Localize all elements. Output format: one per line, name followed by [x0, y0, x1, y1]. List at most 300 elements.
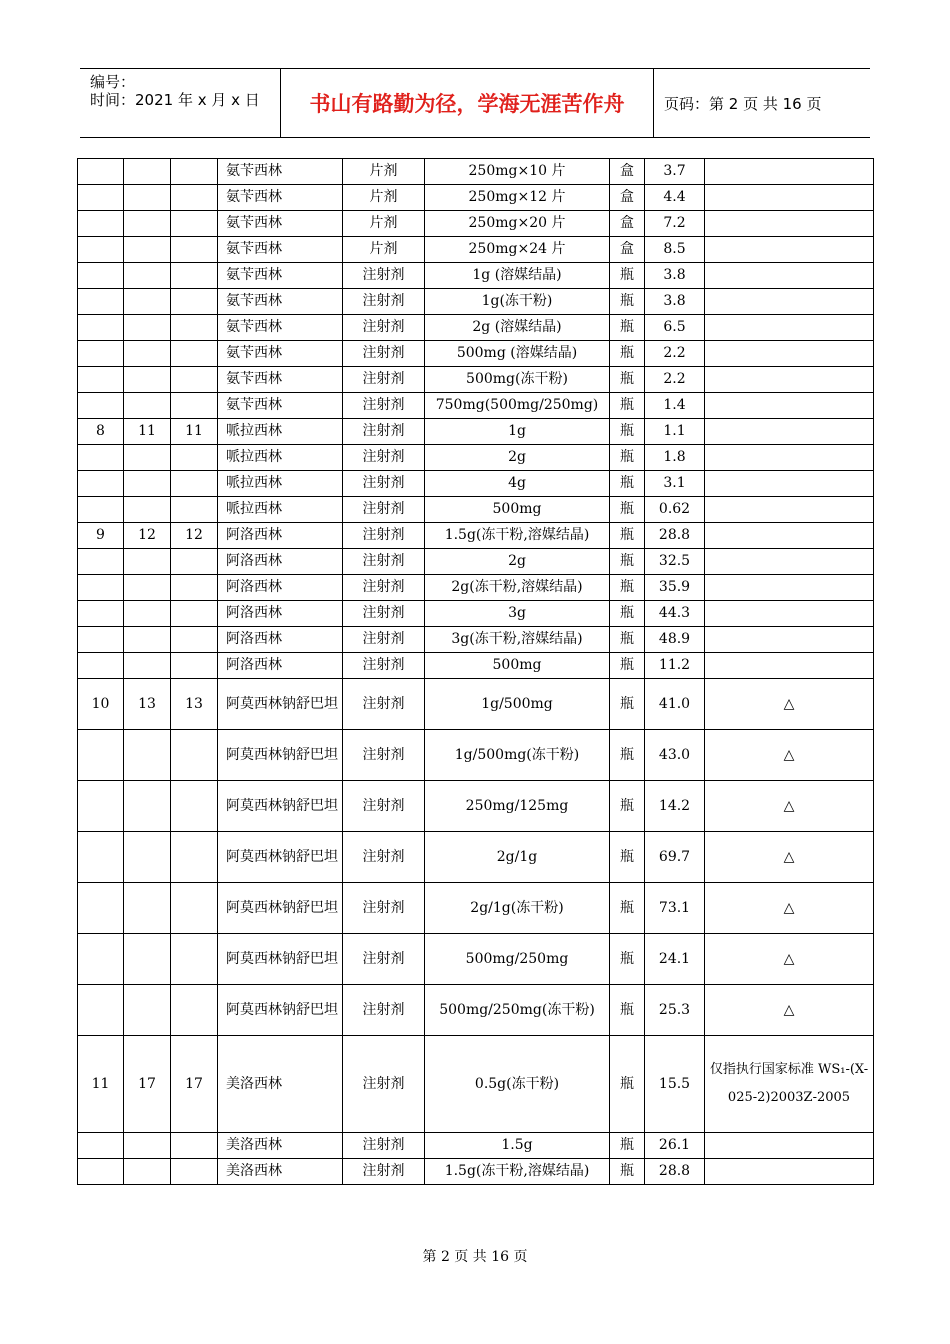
- drug-name-cell: 阿洛西林: [218, 523, 343, 549]
- code-a-cell: [124, 627, 171, 653]
- price-cell: 24.1: [645, 934, 705, 985]
- dosage-form-cell: 注射剂: [343, 419, 425, 445]
- code-b-cell: [171, 367, 218, 393]
- specification-cell: 750mg(500mg/250mg): [425, 393, 610, 419]
- drug-name-cell: 阿洛西林: [218, 601, 343, 627]
- drug-name-cell: 氨苄西林: [218, 393, 343, 419]
- specification-cell: 500mg: [425, 497, 610, 523]
- code-a-cell: [124, 211, 171, 237]
- remark-cell: △: [705, 934, 874, 985]
- row-number-cell: [78, 185, 124, 211]
- unit-cell: 瓶: [610, 419, 645, 445]
- unit-cell: 瓶: [610, 315, 645, 341]
- row-number-cell: 9: [78, 523, 124, 549]
- drug-name-cell: 氨苄西林: [218, 185, 343, 211]
- price-cell: 8.5: [645, 237, 705, 263]
- table-row: [78, 575, 874, 601]
- drug-name-cell: 氨苄西林: [218, 263, 343, 289]
- code-a-cell: [124, 315, 171, 341]
- specification-cell: 250mg/125mg: [425, 781, 610, 832]
- drug-name-cell: 阿洛西林: [218, 575, 343, 601]
- specification-cell: 1g: [425, 419, 610, 445]
- table-row: [78, 237, 874, 263]
- unit-cell: 瓶: [610, 367, 645, 393]
- code-a-cell: [124, 549, 171, 575]
- dosage-form-cell: 片剂: [343, 237, 425, 263]
- table-body: [78, 159, 874, 1185]
- drug-name-cell: 氨苄西林: [218, 211, 343, 237]
- table-row: [78, 730, 874, 781]
- specification-cell: 0.5g(冻干粉): [425, 1036, 610, 1133]
- price-cell: 35.9: [645, 575, 705, 601]
- unit-cell: 瓶: [610, 549, 645, 575]
- row-number-cell: [78, 730, 124, 781]
- table-row: [78, 263, 874, 289]
- row-number-cell: [78, 159, 124, 185]
- row-number-cell: [78, 289, 124, 315]
- price-cell: 25.3: [645, 985, 705, 1036]
- specification-cell: 2g: [425, 445, 610, 471]
- dosage-form-cell: 注射剂: [343, 985, 425, 1036]
- code-b-cell: [171, 263, 218, 289]
- dosage-form-cell: 注射剂: [343, 315, 425, 341]
- code-a-cell: [124, 832, 171, 883]
- unit-cell: 瓶: [610, 653, 645, 679]
- remark-cell: △: [705, 730, 874, 781]
- dosage-form-cell: 注射剂: [343, 263, 425, 289]
- code-b-cell: [171, 471, 218, 497]
- drug-name-cell: 美洛西林: [218, 1159, 343, 1185]
- drug-name-cell: 阿洛西林: [218, 627, 343, 653]
- drug-name-cell: 氨苄西林: [218, 341, 343, 367]
- drug-name-cell: 哌拉西林: [218, 497, 343, 523]
- dosage-form-cell: 注射剂: [343, 1036, 425, 1133]
- price-cell: 7.2: [645, 211, 705, 237]
- table-row: [78, 289, 874, 315]
- page-footer: 第 2 页 共 16 页: [422, 1249, 528, 1265]
- drug-name-cell: 氨苄西林: [218, 159, 343, 185]
- price-cell: 69.7: [645, 832, 705, 883]
- code-b-cell: [171, 832, 218, 883]
- code-a-cell: 11: [124, 419, 171, 445]
- unit-cell: 瓶: [610, 1133, 645, 1159]
- table-row: [78, 627, 874, 653]
- table-row: [78, 341, 874, 367]
- remark-cell: [705, 497, 874, 523]
- price-cell: 11.2: [645, 653, 705, 679]
- table-row: [78, 781, 874, 832]
- dosage-form-cell: 注射剂: [343, 832, 425, 883]
- code-b-cell: [171, 781, 218, 832]
- table-row: [78, 1036, 874, 1133]
- dosage-form-cell: 注射剂: [343, 523, 425, 549]
- price-cell: 43.0: [645, 730, 705, 781]
- drug-name-cell: 阿莫西林钠舒巴坦: [218, 883, 343, 934]
- remark-cell: [705, 575, 874, 601]
- code-a-cell: [124, 341, 171, 367]
- unit-cell: 瓶: [610, 445, 645, 471]
- row-number-cell: [78, 263, 124, 289]
- code-b-cell: [171, 393, 218, 419]
- remark-cell: △: [705, 985, 874, 1036]
- code-b-cell: [171, 627, 218, 653]
- table-row: [78, 549, 874, 575]
- remark-cell: [705, 445, 874, 471]
- page-label: 页码：第 2 页 共 16 页: [664, 94, 822, 113]
- row-number-cell: [78, 934, 124, 985]
- code-b-cell: 17: [171, 1036, 218, 1133]
- drug-name-cell: 阿莫西林钠舒巴坦: [218, 832, 343, 883]
- code-b-cell: [171, 159, 218, 185]
- specification-cell: 250mg×20 片: [425, 211, 610, 237]
- row-number-cell: [78, 985, 124, 1036]
- table-row: [78, 883, 874, 934]
- drug-name-cell: 氨苄西林: [218, 367, 343, 393]
- price-cell: 3.8: [645, 263, 705, 289]
- number-label: 编号：: [90, 73, 136, 91]
- price-cell: 3.1: [645, 471, 705, 497]
- table-row: [78, 601, 874, 627]
- remark-cell: [705, 1133, 874, 1159]
- code-a-cell: [124, 237, 171, 263]
- code-b-cell: [171, 730, 218, 781]
- table-row: [78, 985, 874, 1036]
- code-a-cell: [124, 263, 171, 289]
- price-cell: 48.9: [645, 627, 705, 653]
- row-number-cell: [78, 575, 124, 601]
- specification-cell: 2g/1g(冻干粉): [425, 883, 610, 934]
- remark-cell: [705, 263, 874, 289]
- table-row: [78, 934, 874, 985]
- code-a-cell: [124, 289, 171, 315]
- remark-cell: [705, 419, 874, 445]
- drug-name-cell: 阿莫西林钠舒巴坦: [218, 934, 343, 985]
- unit-cell: 瓶: [610, 497, 645, 523]
- table-row: [78, 1133, 874, 1159]
- row-number-cell: [78, 237, 124, 263]
- price-cell: 28.8: [645, 1159, 705, 1185]
- dosage-form-cell: 注射剂: [343, 934, 425, 985]
- remark-cell: [705, 393, 874, 419]
- unit-cell: 瓶: [610, 1036, 645, 1133]
- row-number-cell: [78, 601, 124, 627]
- row-number-cell: [78, 781, 124, 832]
- specification-cell: 250mg×24 片: [425, 237, 610, 263]
- price-cell: 2.2: [645, 341, 705, 367]
- code-b-cell: [171, 445, 218, 471]
- code-b-cell: 12: [171, 523, 218, 549]
- code-a-cell: [124, 730, 171, 781]
- code-b-cell: 11: [171, 419, 218, 445]
- remark-cell: [705, 523, 874, 549]
- remark-cell: △: [705, 832, 874, 883]
- specification-cell: 500mg (溶媒结晶): [425, 341, 610, 367]
- drug-name-cell: 哌拉西林: [218, 419, 343, 445]
- row-number-cell: 10: [78, 679, 124, 730]
- drug-name-cell: 阿莫西林钠舒巴坦: [218, 679, 343, 730]
- specification-cell: 1.5g(冻干粉,溶媒结晶): [425, 523, 610, 549]
- table-row: [78, 211, 874, 237]
- dosage-form-cell: 注射剂: [343, 341, 425, 367]
- code-b-cell: [171, 601, 218, 627]
- unit-cell: 瓶: [610, 263, 645, 289]
- code-a-cell: [124, 985, 171, 1036]
- unit-cell: 瓶: [610, 341, 645, 367]
- dosage-form-cell: 注射剂: [343, 289, 425, 315]
- table-row: [78, 497, 874, 523]
- drug-name-cell: 哌拉西林: [218, 445, 343, 471]
- drug-name-cell: 氨苄西林: [218, 289, 343, 315]
- specification-cell: 4g: [425, 471, 610, 497]
- unit-cell: 瓶: [610, 730, 645, 781]
- price-cell: 14.2: [645, 781, 705, 832]
- unit-cell: 瓶: [610, 934, 645, 985]
- unit-cell: 盒: [610, 237, 645, 263]
- table-row: [78, 393, 874, 419]
- price-cell: 26.1: [645, 1133, 705, 1159]
- specification-cell: 2g (溶媒结晶): [425, 315, 610, 341]
- unit-cell: 瓶: [610, 832, 645, 883]
- code-a-cell: [124, 393, 171, 419]
- table-row: [78, 159, 874, 185]
- dosage-form-cell: 注射剂: [343, 627, 425, 653]
- code-b-cell: [171, 883, 218, 934]
- specification-cell: 1.5g(冻干粉,溶媒结晶): [425, 1159, 610, 1185]
- price-cell: 1.8: [645, 445, 705, 471]
- remark-cell: [705, 185, 874, 211]
- price-cell: 3.7: [645, 159, 705, 185]
- table-row: [78, 1159, 874, 1185]
- dosage-form-cell: 注射剂: [343, 575, 425, 601]
- table-row: [78, 832, 874, 883]
- remark-cell: [705, 601, 874, 627]
- unit-cell: 瓶: [610, 985, 645, 1036]
- table-row: [78, 419, 874, 445]
- dosage-form-cell: 注射剂: [343, 549, 425, 575]
- unit-cell: 瓶: [610, 393, 645, 419]
- code-a-cell: [124, 185, 171, 211]
- dosage-form-cell: 片剂: [343, 185, 425, 211]
- specification-cell: 1g (溶媒结晶): [425, 263, 610, 289]
- price-cell: 3.8: [645, 289, 705, 315]
- page-header: [80, 68, 870, 138]
- row-number-cell: [78, 367, 124, 393]
- price-cell: 73.1: [645, 883, 705, 934]
- dosage-form-cell: 片剂: [343, 159, 425, 185]
- remark-cell: [705, 341, 874, 367]
- code-a-cell: 13: [124, 679, 171, 730]
- unit-cell: 盒: [610, 211, 645, 237]
- dosage-form-cell: 注射剂: [343, 781, 425, 832]
- unit-cell: 瓶: [610, 523, 645, 549]
- code-a-cell: [124, 575, 171, 601]
- remark-cell: 仅指执行国家标准 WS₁-(X-025-2)2003Z-2005: [705, 1036, 874, 1133]
- row-number-cell: [78, 883, 124, 934]
- code-b-cell: [171, 237, 218, 263]
- code-b-cell: [171, 575, 218, 601]
- specification-cell: 2g/1g: [425, 832, 610, 883]
- code-a-cell: [124, 1133, 171, 1159]
- remark-cell: [705, 159, 874, 185]
- row-number-cell: [78, 211, 124, 237]
- dosage-form-cell: 注射剂: [343, 883, 425, 934]
- specification-cell: 500mg(冻干粉): [425, 367, 610, 393]
- row-number-cell: 11: [78, 1036, 124, 1133]
- remark-cell: [705, 367, 874, 393]
- specification-cell: 500mg/250mg(冻干粉): [425, 985, 610, 1036]
- row-number-cell: [78, 1133, 124, 1159]
- drug-name-cell: 阿洛西林: [218, 549, 343, 575]
- row-number-cell: 8: [78, 419, 124, 445]
- code-b-cell: [171, 315, 218, 341]
- remark-cell: [705, 237, 874, 263]
- unit-cell: 瓶: [610, 781, 645, 832]
- row-number-cell: [78, 627, 124, 653]
- unit-cell: 瓶: [610, 883, 645, 934]
- code-b-cell: [171, 211, 218, 237]
- table-row: [78, 367, 874, 393]
- time-label: 时间：2021 年 x 月 x 日: [90, 91, 260, 109]
- row-number-cell: [78, 1159, 124, 1185]
- drug-name-cell: 阿莫西林钠舒巴坦: [218, 985, 343, 1036]
- unit-cell: 瓶: [610, 289, 645, 315]
- row-number-cell: [78, 341, 124, 367]
- code-a-cell: [124, 601, 171, 627]
- row-number-cell: [78, 393, 124, 419]
- unit-cell: 盒: [610, 185, 645, 211]
- code-a-cell: 12: [124, 523, 171, 549]
- remark-cell: [705, 471, 874, 497]
- drug-name-cell: 氨苄西林: [218, 237, 343, 263]
- remark-cell: [705, 211, 874, 237]
- unit-cell: 瓶: [610, 1159, 645, 1185]
- code-b-cell: [171, 934, 218, 985]
- code-a-cell: [124, 653, 171, 679]
- row-number-cell: [78, 471, 124, 497]
- price-cell: 32.5: [645, 549, 705, 575]
- remark-cell: △: [705, 679, 874, 730]
- drug-name-cell: 阿莫西林钠舒巴坦: [218, 781, 343, 832]
- remark-cell: [705, 315, 874, 341]
- price-cell: 1.4: [645, 393, 705, 419]
- table-row: [78, 653, 874, 679]
- code-b-cell: [171, 341, 218, 367]
- row-number-cell: [78, 832, 124, 883]
- row-number-cell: [78, 497, 124, 523]
- specification-cell: 2g(冻干粉,溶媒结晶): [425, 575, 610, 601]
- price-cell: 2.2: [645, 367, 705, 393]
- dosage-form-cell: 注射剂: [343, 601, 425, 627]
- price-cell: 6.5: [645, 315, 705, 341]
- dosage-form-cell: 注射剂: [343, 367, 425, 393]
- code-b-cell: [171, 653, 218, 679]
- specification-cell: 250mg×10 片: [425, 159, 610, 185]
- code-a-cell: [124, 883, 171, 934]
- price-cell: 4.4: [645, 185, 705, 211]
- specification-cell: 500mg: [425, 653, 610, 679]
- dosage-form-cell: 注射剂: [343, 1159, 425, 1185]
- dosage-form-cell: 注射剂: [343, 497, 425, 523]
- table-row: [78, 471, 874, 497]
- code-a-cell: [124, 445, 171, 471]
- drug-name-cell: 哌拉西林: [218, 471, 343, 497]
- remark-cell: △: [705, 883, 874, 934]
- specification-cell: 1g(冻干粉): [425, 289, 610, 315]
- table-row: [78, 315, 874, 341]
- drug-name-cell: 美洛西林: [218, 1133, 343, 1159]
- dosage-form-cell: 注射剂: [343, 445, 425, 471]
- row-number-cell: [78, 653, 124, 679]
- unit-cell: 瓶: [610, 575, 645, 601]
- code-a-cell: [124, 781, 171, 832]
- price-cell: 1.1: [645, 419, 705, 445]
- specification-cell: 3g: [425, 601, 610, 627]
- dosage-form-cell: 注射剂: [343, 471, 425, 497]
- dosage-form-cell: 注射剂: [343, 653, 425, 679]
- code-b-cell: [171, 497, 218, 523]
- drug-name-cell: 阿洛西林: [218, 653, 343, 679]
- remark-cell: [705, 549, 874, 575]
- table-row: [78, 523, 874, 549]
- code-a-cell: [124, 367, 171, 393]
- dosage-form-cell: 注射剂: [343, 1133, 425, 1159]
- specification-cell: 500mg/250mg: [425, 934, 610, 985]
- code-b-cell: [171, 289, 218, 315]
- price-cell: 0.62: [645, 497, 705, 523]
- table-row: [78, 445, 874, 471]
- drug-name-cell: 阿莫西林钠舒巴坦: [218, 730, 343, 781]
- code-b-cell: [171, 1159, 218, 1185]
- specification-cell: 3g(冻干粉,溶媒结晶): [425, 627, 610, 653]
- table-row: [78, 185, 874, 211]
- table-row: [78, 679, 874, 730]
- row-number-cell: [78, 315, 124, 341]
- specification-cell: 1g/500mg(冻干粉): [425, 730, 610, 781]
- unit-cell: 瓶: [610, 471, 645, 497]
- remark-cell: [705, 653, 874, 679]
- specification-cell: 250mg×12 片: [425, 185, 610, 211]
- header-meta: [80, 69, 281, 137]
- code-a-cell: [124, 1159, 171, 1185]
- code-b-cell: [171, 549, 218, 575]
- dosage-form-cell: 注射剂: [343, 730, 425, 781]
- code-b-cell: [171, 985, 218, 1036]
- specification-cell: 1.5g: [425, 1133, 610, 1159]
- dosage-form-cell: 片剂: [343, 211, 425, 237]
- dosage-form-cell: 注射剂: [343, 393, 425, 419]
- code-a-cell: [124, 471, 171, 497]
- unit-cell: 盒: [610, 159, 645, 185]
- unit-cell: 瓶: [610, 601, 645, 627]
- drug-name-cell: 氨苄西林: [218, 315, 343, 341]
- remark-cell: [705, 1159, 874, 1185]
- price-cell: 28.8: [645, 523, 705, 549]
- drug-name-cell: 美洛西林: [218, 1036, 343, 1133]
- motto: 书山有路勤为径，学海无涯苦作舟: [281, 69, 654, 137]
- specification-cell: 1g/500mg: [425, 679, 610, 730]
- remark-cell: [705, 627, 874, 653]
- row-number-cell: [78, 445, 124, 471]
- price-cell: 15.5: [645, 1036, 705, 1133]
- code-a-cell: [124, 159, 171, 185]
- code-a-cell: [124, 497, 171, 523]
- code-a-cell: [124, 934, 171, 985]
- code-b-cell: 13: [171, 679, 218, 730]
- code-a-cell: 17: [124, 1036, 171, 1133]
- remark-cell: △: [705, 781, 874, 832]
- remark-cell: [705, 289, 874, 315]
- unit-cell: 瓶: [610, 627, 645, 653]
